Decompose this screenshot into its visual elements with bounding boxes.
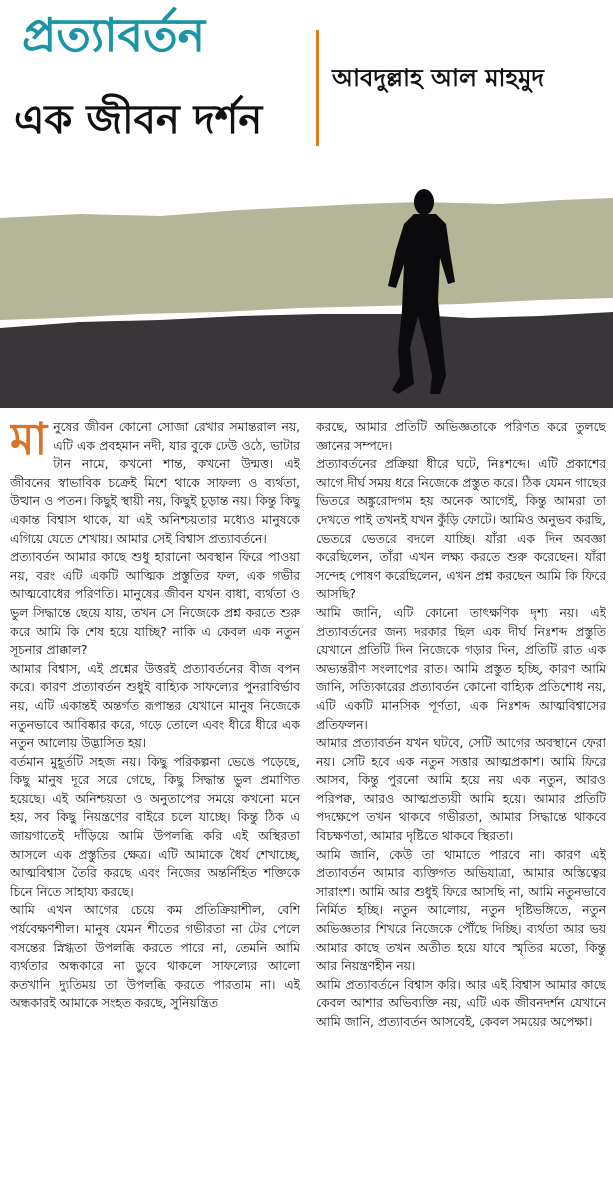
paragraph: প্রত্যাবর্তনের প্রক্রিয়া ধীরে ঘটে, নিঃশব্দে। এটি প্রকাশের আগে দীর্ঘ সময় ধরে নিজেকে প্রস্তুত করে। ঠিক যেমন গাছের ভিতরে অঙ্কুরোদগম হয় অনেক আগেই, কিন্তু আমরা তা দেখতে পাই তখনই যখন কুঁড়ি ফোটে। আমিও অনুভব করছি, ভেতরে ভেতরে বদলে যাচ্ছি। যাঁরা এক দিন অবজ্ঞা করেছিলেন, তাঁরা এখন লক্ষ্য করতে শুরু করেছেন। যাঁরা সন্দেহ পোষণ করেছিলেন, এখন প্রশ্ন করছেন আমি কি ফিরে আসছি? <box>316 457 606 602</box>
paragraph: আমার প্রত্যাবর্তন যখন ঘটবে, সেটি আগের অবস্থানে ফেরা নয়। সেটি হবে এক নতুন সত্তার আত্মপ্রকাশ। আমি ফিরে আসব, কিন্তু পুরনো আমি হয়ে নয় এক নতুন, আরও পরিপক্ব, আরও আত্মপ্রত্যয়ী আমি হয়ে। আমার প্রতিটি পদক্ষেপে তখন থাকবে গভীরতা, আমার সিদ্ধান্তে থাকবে বিচক্ষণতা, আমার দৃষ্টিতে থাকবে স্থিরতা। <box>316 736 606 844</box>
paragraph: আমি জানি, এটি কোনো তাৎক্ষণিক দৃশ্য নয়। এই প্রত্যাবর্তনের জন্য দরকার ছিল এক দীর্ঘ নিঃশব্দ প্রস্তুতি যেখানে প্রতিটি দিন নিজেকে গড়ার দিন, প্রতিটি রাত এক অভ্যন্তরীণ সংলাপের রাত। আমি প্রস্তুত হচ্ছি, কারণ আমি জানি, সত্যিকারের প্রত্যাবর্তন কোনো বাহ্যিক প্রতিশোধ নয়, এটি একটি মানসিক পূর্ণতা, এক নিঃশব্দ আত্মবিশ্বাসের প্রতিফলন। <box>316 605 606 732</box>
header-divider <box>316 30 319 146</box>
article-header <box>0 0 613 175</box>
article-column-right <box>316 418 606 1198</box>
author-name: আবদুল্লাহ আল মাহমুদ <box>332 64 545 92</box>
light-band <box>0 198 613 320</box>
walking-man-illustration <box>0 180 613 412</box>
page-subtitle: এক জীবন দর্শন <box>14 97 263 143</box>
drop-cap: মা <box>10 418 48 465</box>
paragraph: আমি প্রত্যাবর্তনে বিশ্বাস করি। আর এই বিশ্বাস আমার কাছে কেবল আশার অভিব্যক্তি নয়, এটি এক জীবনদর্শন যেখানে আমি জানি, প্রত্যাবর্তন আসবেই, কেবল সময়ের অপেক্ষা। <box>316 977 606 1029</box>
dark-band <box>0 312 613 408</box>
paragraph <box>10 418 300 548</box>
paragraph: আমি এখন আগের চেয়ে কম প্রতিক্রিয়াশীল, বেশি পর্যবেক্ষণশীল। মানুষ যেমন শীতের গভীরতা না টের পেলে বসন্তের স্নিগ্ধতা উপলব্ধি করতে পারে না, তেমনি আমি ব্যর্থতার অন্ধকারে না ডুবে থাকলে সাফল্যের আলো কতখানি দ্যুতিময় তা উপলব্ধি করতে পারতাম না। এই অন্ধকারই আমাকে সংহত করছে, সুনিয়ন্ত্রিত <box>10 903 300 1011</box>
page-title: প্রত্যাবর্তন <box>22 8 206 62</box>
paragraph: প্রত্যাবর্তন আমার কাছে শুধু হারানো অবস্থান ফিরে পাওয়া নয়, বরং এটি একটি আত্মিক প্রস্তুতির ফল, এক গভীর আত্মবোধের পরিণতি। মানুষের জীবন যখন বাধা, ব্যর্থতা ও ভুল সিদ্ধান্তে ছেয়ে যায়, তখন সে নিজেকে প্রশ্ন করতে শুরু করে আমি কি শেষ হয়ে যাচ্ছি? নাকি এ কেবল এক নতুন সূচনার প্রাক্কাল? <box>10 550 300 658</box>
paragraph: আমি জানি, কেউ তা থামাতে পারবে না। কারণ এই প্রত্যাবর্তন আমার ব্যক্তিগত অভিযাত্রা, আমার অস্তিত্বের সারাংশ। আমি আর শুধুই ফিরে আসছি না, আমি নতুনভাবে নির্মিত হচ্ছি। নতুন আলোয়, নতুন দৃষ্টিভঙ্গিতে, নতুন অভিজ্ঞতার শিখরে নিজেকে পৌঁছে দিচ্ছি। ব্যর্থতা আর ভয় আমার কাছে তখন অতীত হয়ে যাবে স্মৃতির মতো, কিন্তু আর নিয়ন্ত্রণহীন নয়। <box>316 847 606 974</box>
paragraph: করছে, আমার প্রতিটি অভিজ্ঞতাকে পরিণত করে তুলছে জ্ঞানের সম্পদে। <box>316 420 606 453</box>
paragraph: বর্তমান মুহূর্তটি সহজ নয়। কিছু পরিকল্পনা ভেঙে পড়েছে, কিছু মানুষ দূরে সরে গেছে, কিছু সিদ্ধান্ত ভুল প্রমাণিত হয়েছে। এই অনিশ্চয়তা ও অনুতাপের সময়ে কখনো মনে হয়, সব কিছু নিয়ন্ত্রণের বাইরে চলে যাচ্ছে। কিন্তু ঠিক এ জায়গাতেই দাঁড়িয়ে আমি উপলব্ধি করি এই অস্থিরতা আসলে এক প্রস্তুতির ক্ষেত্র। এটি আমাকে ধৈর্য শেখাচ্ছে, আত্মবিশ্বাস তৈরি করছে এবং নিজের অন্তর্নিহিত শক্তিকে চিনে নিতে সাহায্য করছে। <box>10 754 300 899</box>
paragraph: আমার বিশ্বাস, এই প্রশ্নের উত্তরই প্রত্যাবর্তনের বীজ বপন করে। কারণ প্রত্যাবর্তন শুধুই বাহ্যিক সাফল্যের পুনরাবির্ভাব নয়, এটি একান্তই অন্তর্গত রূপান্তর যেখানে মানুষ নিজেকে নতুনভাবে আবিষ্কার করে, গড়ে তোলে এবং ধীরে ধীরে এক নতুন আলোয় উদ্ভাসিত হয়। <box>10 661 300 751</box>
article-column-left <box>10 418 300 1198</box>
paragraph-text: নুষের জীবন কোনো সোজা রেখার সমান্তরাল নয়, এটি এক প্রবহমান নদী, যার বুকে ঢেউ ওঠে, ভাটার টান নামে, কখনো শান্ত, কখনো উন্মত্ত। এই জীবনের স্বাভাবিক চক্রেই মিশে থাকে সাফল্য ও ব্যর্থতা, উত্থান ও পতন। কিছুই স্থায়ী নয়, কিছুই চূড়ান্ত নয়। কিন্তু কিছু একান্ত বিশ্বাস থাকে, যা এই অনিশ্চয়তার মধ্যেও মানুষকে এগিয়ে যেতে শেখায়। আমার সেই বিশ্বাস প্রত্যাবর্তনে। <box>10 420 300 546</box>
